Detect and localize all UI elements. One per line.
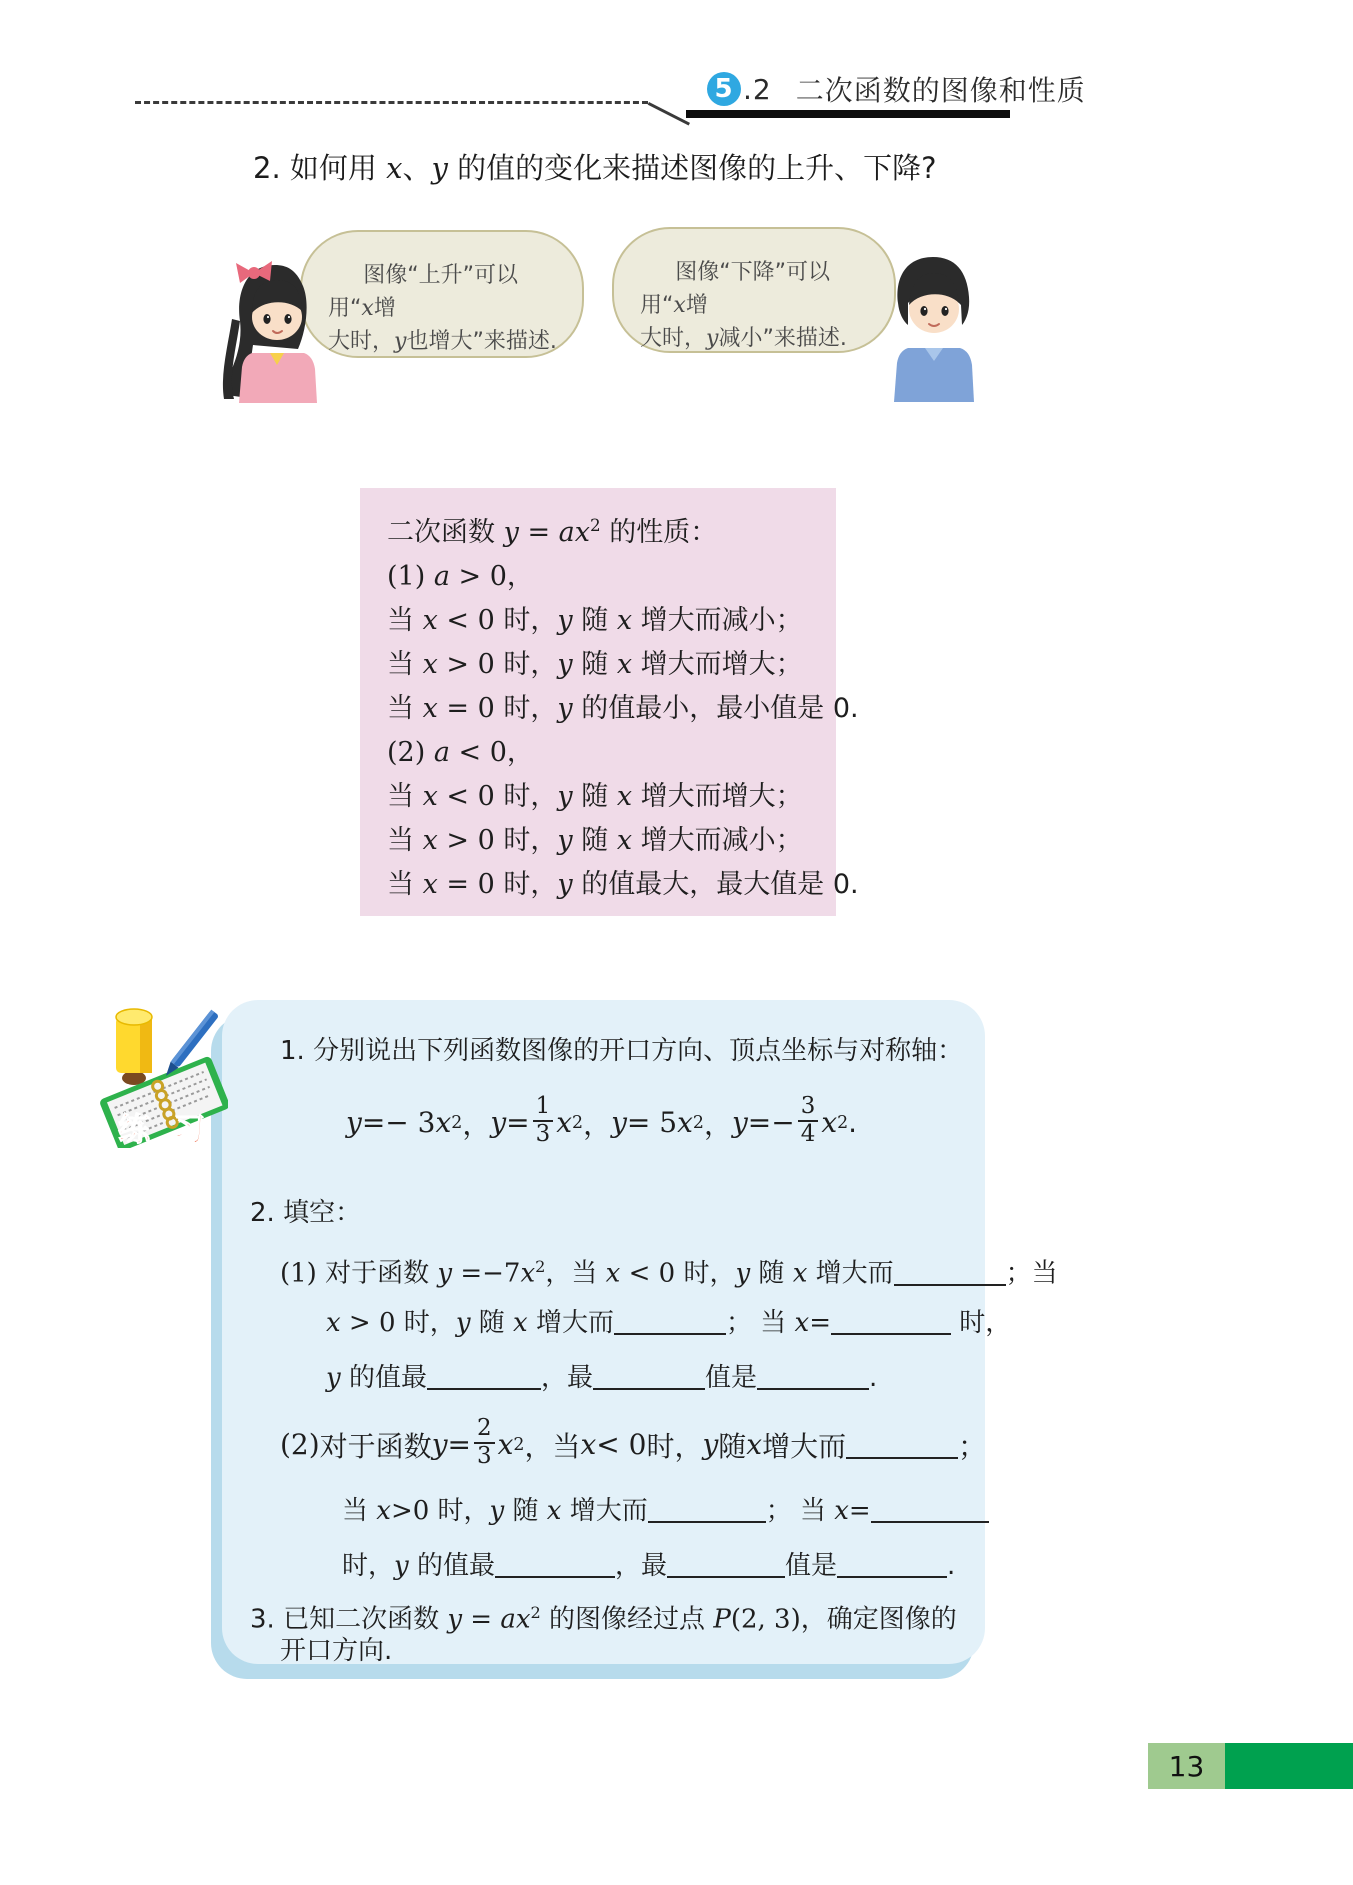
summary-case1-rule3: 当 x = 0 时，y 的值最小，最小值是 0.: [387, 693, 859, 724]
exercise-2-2-line1: (2) 对于函数 y = $\frac{2}{3}$ x 2 ，当 x < 0 时， y 随 x 增大而 ；: [280, 1415, 987, 1469]
boy-character-illustration: [877, 251, 990, 402]
exercise-2-label: 2. 填空：: [250, 1198, 362, 1228]
girl-character-illustration: [218, 257, 334, 403]
properties-summary-box: [360, 488, 859, 916]
exercise-2-2-line3: 时，y 的值最 ，最 值是 .: [342, 1551, 956, 1581]
speech-bubble-right-text: 图像“下降”可以用“x增 大时，y减小”来描述.: [640, 260, 847, 351]
page-number-green-bar: [1225, 1743, 1353, 1789]
girl-face: [252, 280, 302, 340]
speech-bubble-right: [612, 227, 896, 353]
boy-body: [894, 348, 974, 402]
summary-case2-rule2: 当 x > 0 时，y 随 x 增大而减小；: [387, 825, 803, 856]
summary-case1-rule1: 当 x < 0 时，y 随 x 增大而减小；: [387, 605, 803, 636]
section-title: 二次函数的图像和性质: [795, 74, 1086, 107]
boy-face: [909, 273, 959, 333]
summary-case1: (1) a > 0，: [387, 561, 534, 592]
summary-case2-rule3: 当 x = 0 时，y 的值最大，最大值是 0.: [387, 869, 859, 900]
header-dashed-line: [135, 101, 648, 104]
section-number-suffix: .2: [743, 72, 772, 106]
summary-case2: (2) a < 0，: [387, 737, 534, 768]
question-2-text: 2. 如何用 x、y 的值的变化来描述图像的上升、下降?: [253, 151, 937, 185]
summary-case2-rule1: 当 x < 0 时，y 随 x 增大而增大；: [387, 781, 803, 812]
exercise-1-formulas: y =− 3 x 2 ， y = $\frac{1}{3}$ x 2 ， y = 5 x 2 ， y =− $\frac{3}{4}$ x 2 .: [346, 1093, 858, 1147]
exercise-1-text: 1. 分别说出下列函数图像的开口方向、顶点坐标与对称轴：: [280, 1036, 964, 1066]
exercise-3-line2: 开口方向.: [280, 1636, 393, 1666]
exercise-2-1-line1: (1) 对于函数 $y =-7x^2$，当 x < 0 时，y 随 x 增大而 ；当: [280, 1257, 1058, 1289]
practice-icon: [86, 990, 228, 1148]
section-number-badge: 5: [707, 72, 741, 106]
practice-label: 练 习: [118, 1110, 212, 1148]
girl-body: [239, 353, 317, 403]
chapter-heading: [707, 71, 1086, 107]
speech-bubble-left: [300, 230, 584, 358]
summary-case1-rule2: 当 x > 0 时，y 随 x 增大而增大；: [387, 649, 803, 680]
exercise-2-1-line3: y 的值最 ，最 值是 .: [326, 1363, 878, 1393]
summary-title: 二次函数 $y = ax^2$ 的性质：: [387, 515, 718, 548]
exercise-2-1-line2: x > 0 时，y 随 x 增大而 ； 当 x= 时，: [326, 1308, 1012, 1338]
exercise-2-2-line2: 当 x>0 时，y 随 x 增大而 ； 当 x=: [342, 1494, 989, 1528]
pencil-holder-icon: [116, 1009, 152, 1085]
speech-bubble-left-text: 图像“上升”可以用“x增 大时，y也增大”来描述.: [328, 263, 557, 354]
header-dashed-line-tail: [648, 102, 690, 126]
page-number: 13: [1148, 1743, 1225, 1789]
exercise-3-line1: 3. 已知二次函数 $y = ax^2$ 的图像经过点 P(2, 3)，确定图像的: [250, 1603, 957, 1635]
practice-box: [222, 1000, 1058, 1666]
header-underline-bar: [686, 110, 1010, 118]
